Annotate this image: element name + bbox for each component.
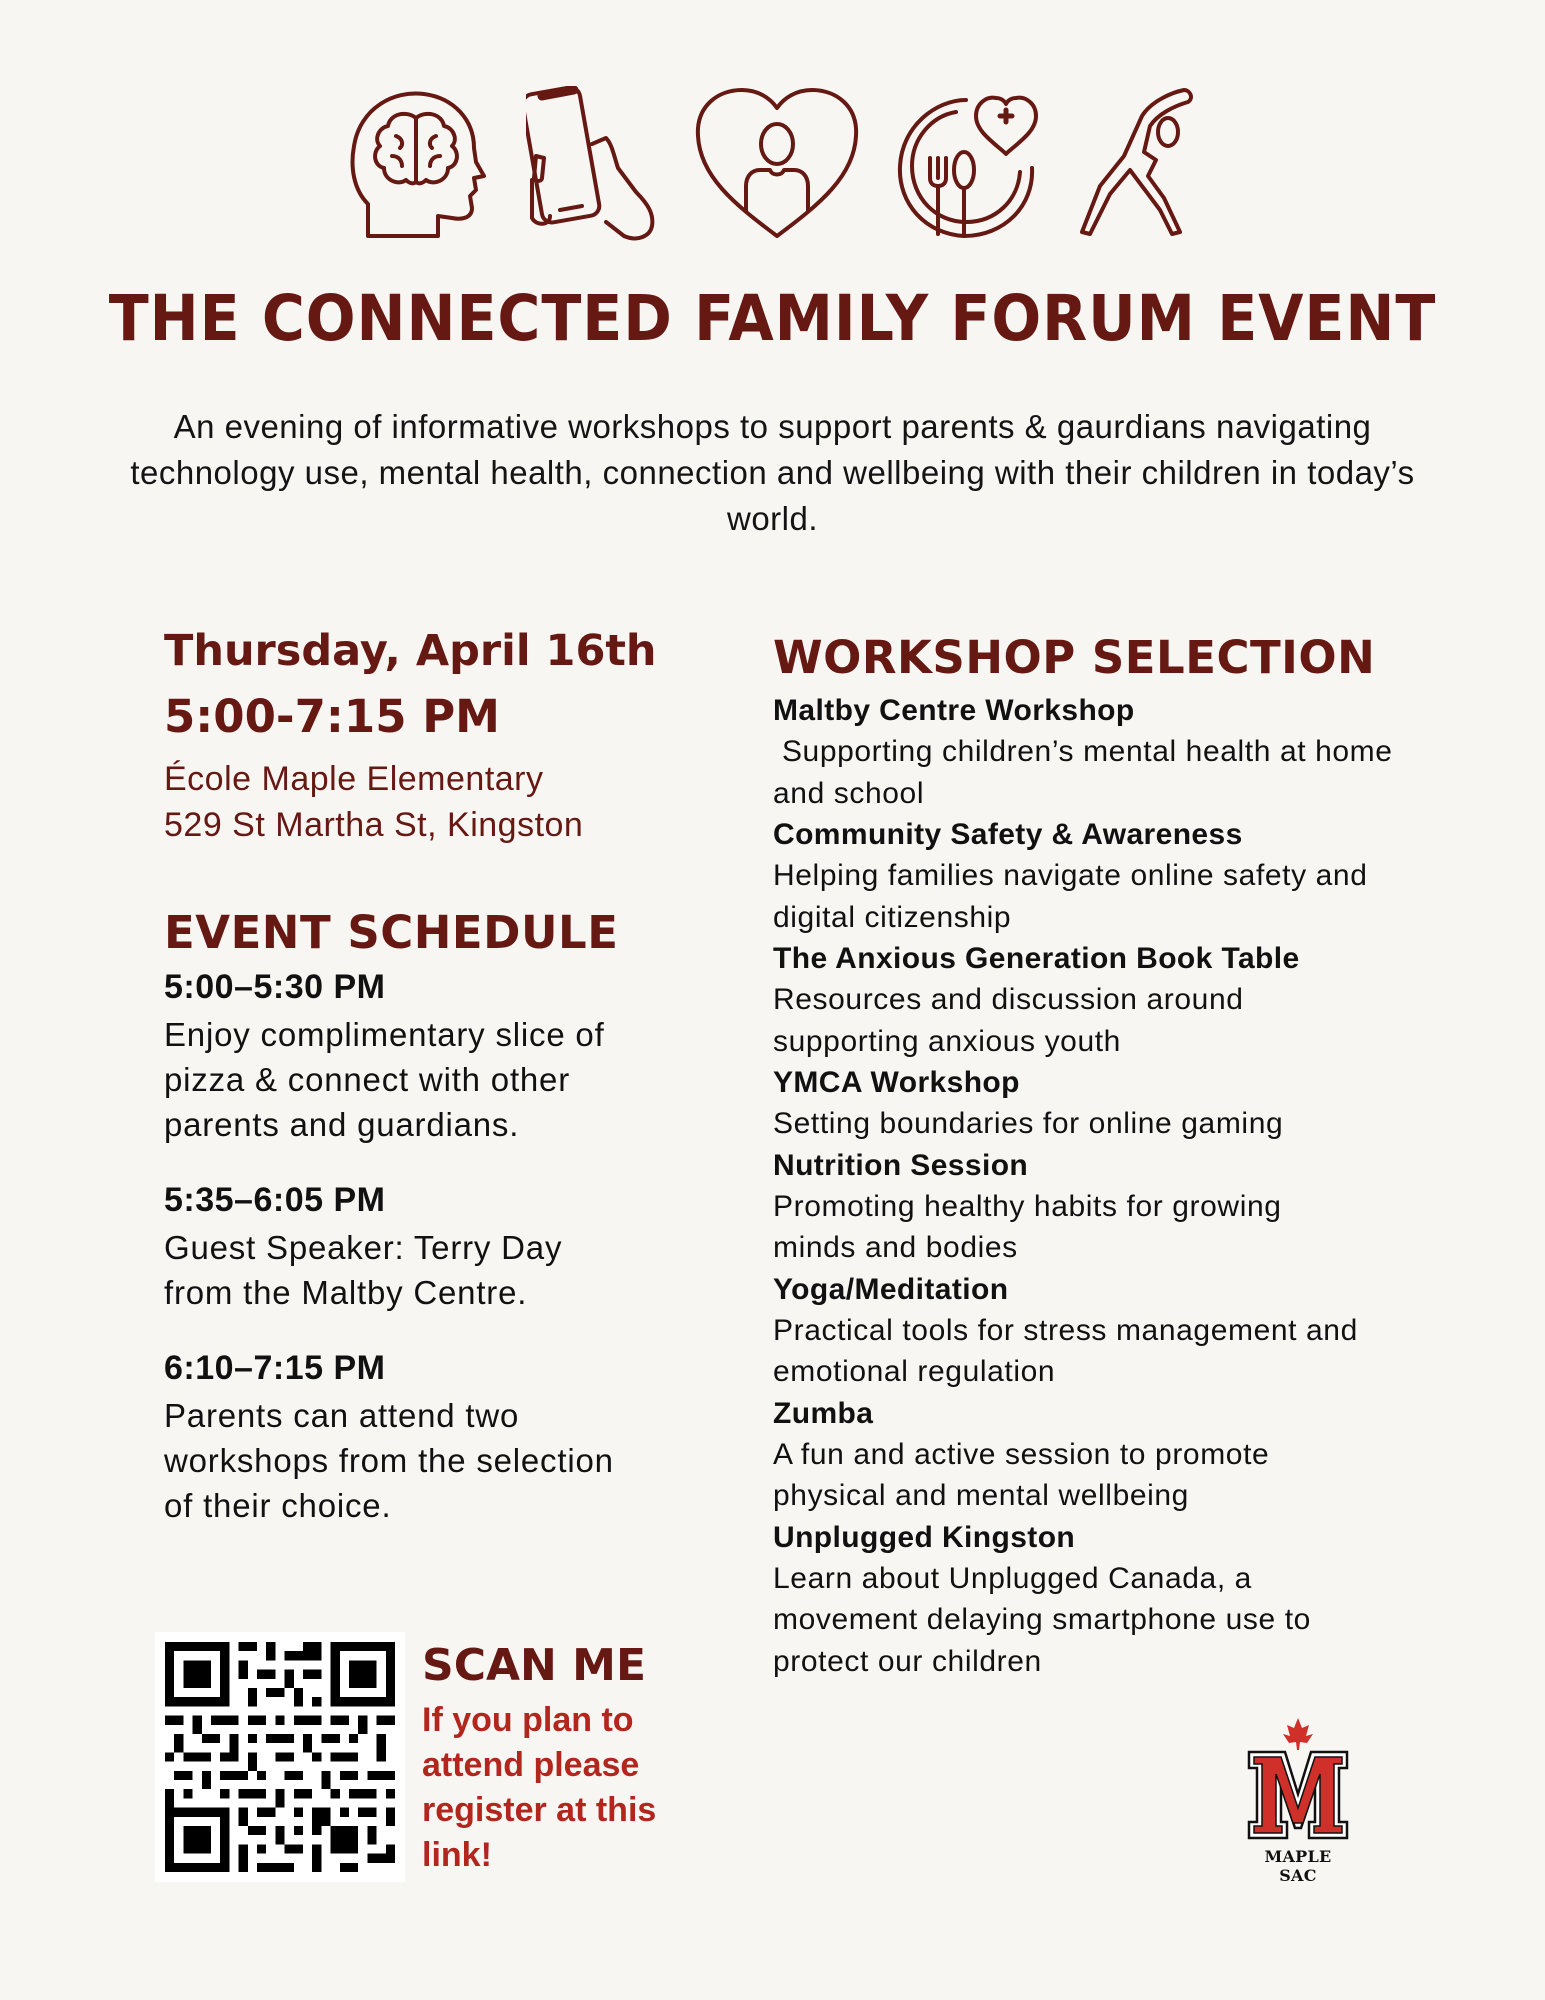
workshop-heading: WORKSHOP SELECTION: [773, 631, 1376, 684]
workshop-description: Practical tools for stress management and emotional regulation: [773, 1313, 1358, 1388]
workshop-item: [773, 938, 1413, 1062]
schedule-description: Parents can attend two workshops from the selection of their choice.: [164, 1397, 614, 1524]
venue-address: 529 St Martha St, Kingston: [164, 806, 584, 844]
workshop-name: Community Safety & Awareness: [773, 818, 1243, 851]
registration-link-text[interactable]: If you plan to attend please register at this link!: [422, 1701, 657, 1874]
schedule-item: [164, 1175, 724, 1315]
workshop-item: [773, 1269, 1413, 1393]
workshop-name: The Anxious Generation Book Table: [773, 942, 1300, 975]
workshop-name: Nutrition Session: [773, 1148, 1029, 1182]
event-date: Thursday, April 16th: [164, 626, 657, 676]
page-title: THE CONNECTED FAMILY FORUM EVENT: [108, 282, 1437, 355]
workshop-name: Yoga/Meditation: [773, 1272, 1009, 1306]
workshop-description: Helping families navigate online safety and digital citizenship: [773, 859, 1368, 934]
plate-health-icon: [896, 86, 1046, 242]
workshop-description: Supporting children’s mental health at home and school: [773, 735, 1402, 810]
workshop-description: Setting boundaries for online gaming: [773, 1107, 1284, 1140]
header-icons: [350, 86, 1200, 242]
workshop-item: [773, 1517, 1413, 1683]
schedule-description: Guest Speaker: Terry Day from the Maltby Centre.: [164, 1229, 563, 1311]
heart-person-icon: [694, 86, 860, 242]
workshop-item: [773, 690, 1413, 814]
workshop-name: Unplugged Kingston: [773, 1520, 1076, 1554]
schedule-heading: EVENT SCHEDULE: [164, 906, 619, 959]
logo-text: MAPLE SAC: [1264, 1847, 1332, 1885]
workshop-item: [773, 1062, 1413, 1145]
workshop-item: [773, 1145, 1413, 1269]
workshop-description: Learn about Unplugged Canada, a movement delaying smartphone use to protect our children: [773, 1561, 1311, 1678]
workshop-name: Maltby Centre Workshop: [773, 694, 1135, 727]
event-time: 5:00-7:15 PM: [164, 690, 500, 743]
event-details-column: [164, 620, 724, 1556]
schedule-description: Enjoy complimentary slice of pizza & connect with other parents and guardians.: [164, 1016, 605, 1143]
workshop-name: Zumba: [773, 1396, 874, 1430]
scan-me-heading: SCAN ME: [422, 1640, 647, 1691]
maple-leaf-m-logo: [1243, 1716, 1353, 1840]
schedule-item: [164, 962, 724, 1147]
workshop-description: A fun and active session to promote physical and mental wellbeing: [773, 1437, 1270, 1512]
workshop-description: Promoting healthy habits for growing minds and bodies: [773, 1189, 1282, 1264]
registration-callout: [422, 1638, 702, 1878]
schedule-time: 5:00–5:30 PM: [164, 968, 386, 1006]
venue-name: École Maple Elementary: [164, 760, 544, 798]
maple-sac-logo: [1243, 1716, 1353, 1885]
schedule-item: [164, 1343, 724, 1528]
qr-code-icon: [165, 1642, 395, 1872]
yoga-stretch-icon: [1078, 86, 1198, 242]
workshop-description: Resources and discussion around supporting anxious youth: [773, 983, 1244, 1058]
workshop-name: YMCA Workshop: [773, 1066, 1020, 1099]
brain-head-icon: [350, 86, 490, 242]
workshop-item: [773, 1393, 1413, 1517]
schedule-time: 6:10–7:15 PM: [164, 1349, 386, 1387]
schedule-time: 5:35–6:05 PM: [164, 1181, 386, 1219]
workshop-item: [773, 814, 1413, 938]
smartphone-hand-icon: [526, 86, 666, 242]
workshop-column: [773, 628, 1413, 1682]
registration-qr-code[interactable]: [155, 1632, 405, 1882]
event-description: An evening of informative workshops to support parents & gaurdians navigating technology use, mental health, connection and wellbeing with their children in today’s world.: [130, 408, 1415, 537]
